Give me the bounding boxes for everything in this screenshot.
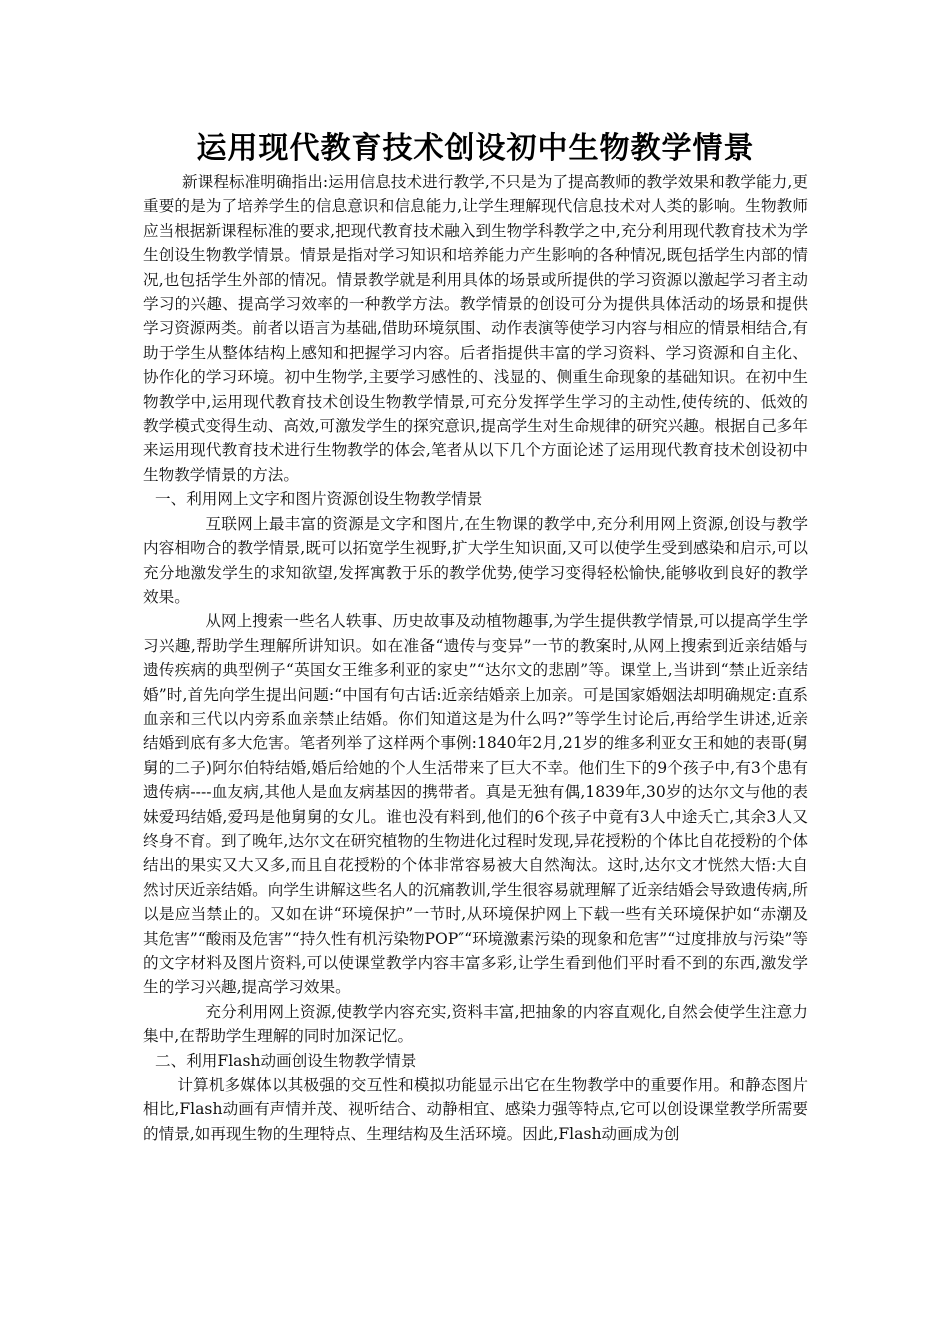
intro-paragraph: 新课程标准明确指出:运用信息技术进行教学,不只是为了提高教师的教学效果和教学能力,更重要的是为了培养学生的信息意识和信息能力,让学生理解现代信息技术对人类的影响。生物教师应当根据新课程标准的要求,把现代教育技术融入到生物学科教学之中,充分利用现代教育技术为学生创设生物教学情景。情景是指对学习知识和培养能力产生影响的各种情况,既包括学生内部的情况,也包括学生外部的情况。情景教学就是利用具体的场景或所提供的学习资源以激起学习者主动学习的兴趣、提高学习效率的一种教学方法。教学情景的创设可分为提供具体活动的场景和提供学习资源两类。前者以语言为基础,借助环境氛围、动作表演等使学习内容与相应的情景相结合,有助于学生从整体结构上感知和把握学习内容。后者指提供丰富的学习资料、学习资源和自主化、协作化的学习环境。初中生物学,主要学习感性的、浅显的、侧重生命现象的基础知识。在初中生物教学中,运用现代教育技术创设生物教学情景,可充分发挥学生学习的主动性,使传统的、低效的教学模式变得生动、高效,可激发学生的探究意识,提高学生对生命规律的研究兴趣。根据自己多年来运用现代教育技术进行生物教学的体会,笔者从以下几个方面论述了运用现代教育技术创设初中生物教学情景的方法。: [143, 173, 808, 484]
section-2-paragraph-1: 计算机多媒体以其极强的交互性和模拟功能显示出它在生物教学中的重要作用。和静态图片相比,Flash动画有声情并茂、视听结合、动静相宜、感染力强等特点,它可以创设课堂教学所需要的情景,如再现生物的生理特点、生理结构及生活环境。因此,Flash动画成为创: [143, 1076, 808, 1143]
section-1-paragraph-1: 互联网上最丰富的资源是文字和图片,在生物课的教学中,充分利用网上资源,创设与教学内容相吻合的教学情景,既可以拓宽学生视野,扩大学生知识面,又可以使学生受到感染和启示,可以充分地激发学生的求知欲望,发挥寓教于乐的教学优势,使学习变得轻松愉快,能够收到良好的教学效果。: [143, 514, 808, 606]
section-1-paragraph-2: 从网上搜索一些名人轶事、历史故事及动植物趣事,为学生提供教学情景,可以提高学生学习兴趣,帮助学生理解所讲知识。如在准备“遗传与变异”一节的教案时,从网上搜索到近亲结婚与遗传疾病的典型例子“英国女王维多利亚的家史”“达尔文的悲剧”等。课堂上,当讲到“禁止近亲结婚”时,首先向学生提出问题:“中国有句古话:近亲结婚亲上加亲。可是国家婚姻法却明确规定:直系血亲和三代以内旁系血亲禁止结婚。你们知道这是为什么吗?”等学生讨论后,再给学生讲述,近亲结婚到底有多大危害。笔者列举了这样两个事例:1840年2月,21岁的维多利亚女王和她的表哥(舅舅的二子)阿尔伯特结婚,婚后给她的个人生活带来了巨大不幸。他们生下的9个孩子中,有3个患有遗传病----血友病,其他人是血友病基因的携带者。真是无独有偶,1839年,30岁的达尔文与他的表妹爱玛结婚,爱玛是他舅舅的女儿。谁也没有料到,他们的6个孩子中竟有3人中途夭亡,其余3人又终身不育。到了晚年,达尔文在研究植物的生物进化过程时发现,异花授粉的个体比自花授粉的个体结出的果实又大又多,而且自花授粉的个体非常容易被大自然淘汰。这时,达尔文才恍然大悟:大自然讨厌近亲结婚。向学生讲解这些名人的沉痛教训,学生很容易就理解了近亲结婚会导致遗传病,所以是应当禁止的。又如在讲“环境保护”一节时,从环境保护网上下载一些有关环境保护如“赤潮及其危害”“酸雨及危害”“持久性有机污染物POP″“环境激素污染的现象和危害”“过度排放与污染”等的文字材料及图片资料,可以使课堂教学内容丰富多彩,让学生看到他们平时看不到的东西,激发学生的学习兴趣,提高学习效果。: [143, 612, 808, 997]
document-title: 运用现代教育技术创设初中生物教学情景: [196, 131, 755, 166]
section-1-heading: 一、利用网上文字和图片资源创设生物教学情景: [155, 490, 483, 509]
section-2-heading: 二、利用Flash动画创设生物教学情景: [155, 1051, 417, 1070]
document-page: [143, 128, 808, 1146]
section-1-paragraph-3: 充分利用网上资源,使教学内容充实,资料丰富,把抽象的内容直观化,自然会使学生注意力集中,在帮助学生理解的同时加深记忆。: [143, 1002, 808, 1046]
